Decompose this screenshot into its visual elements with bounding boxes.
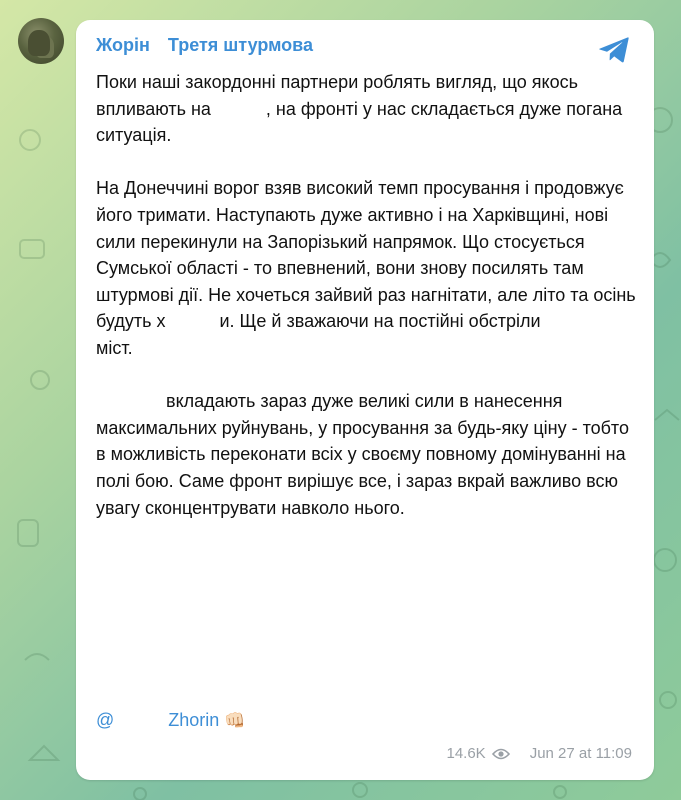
paragraph-1-start: Поки наші закордонні партнери роблять вигляд, що якось впливають на	[96, 72, 579, 119]
message-header	[96, 35, 313, 56]
paragraph-1	[96, 69, 641, 149]
author-name[interactable]: Жорін	[96, 35, 150, 55]
paragraph-2-middle: и. Ще й зважаючи на постійні обстріли	[219, 311, 541, 332]
avatar-image	[28, 30, 50, 56]
mention-suffix: Zhorin	[168, 710, 220, 730]
paragraph-2	[96, 175, 641, 361]
message-meta	[446, 745, 632, 762]
fist-emoji: 👊🏻	[224, 711, 246, 730]
paragraph-2-end: міст.	[96, 337, 133, 358]
message-card	[76, 20, 654, 780]
view-count: 14.6K	[446, 745, 486, 762]
eye-icon	[492, 748, 510, 760]
telegram-plane-icon[interactable]	[598, 36, 630, 64]
paragraph-3-text: вкладають зараз дуже великі сили в нанесення максимальних руйнувань, у просування за будь-яку ціну - тобто в можливість переконати всіх у своєму повному домінуванні на полі бою. Саме фронт вирішує все, і зараз вкрай важливо всю увагу сконцентрувати навколо нього.	[96, 391, 629, 518]
channel-mention-link[interactable]	[96, 710, 246, 731]
message-text	[96, 69, 641, 548]
mention-prefix: @	[96, 710, 115, 730]
paragraph-2-start: На Донеччині ворог взяв високий темп просування і продовжує його тримати. Наступають дуже активно і на Харківщині, нові сили перекинули на Запорізький напрямок. Що стосується Сумської області - то впевнений, вони знову посилять там штурмові дії. Не хочеться зайвий раз нагнітати, але літо та осінь будуть х	[96, 178, 636, 332]
channel-name[interactable]: Третя штурмова	[167, 35, 314, 55]
message-timestamp: Jun 27 at 11:09	[529, 745, 632, 762]
channel-avatar[interactable]	[18, 18, 64, 64]
paragraph-3	[96, 388, 641, 521]
paragraph-1-end: , на фронті у нас складається дуже погана ситуація.	[96, 98, 623, 146]
